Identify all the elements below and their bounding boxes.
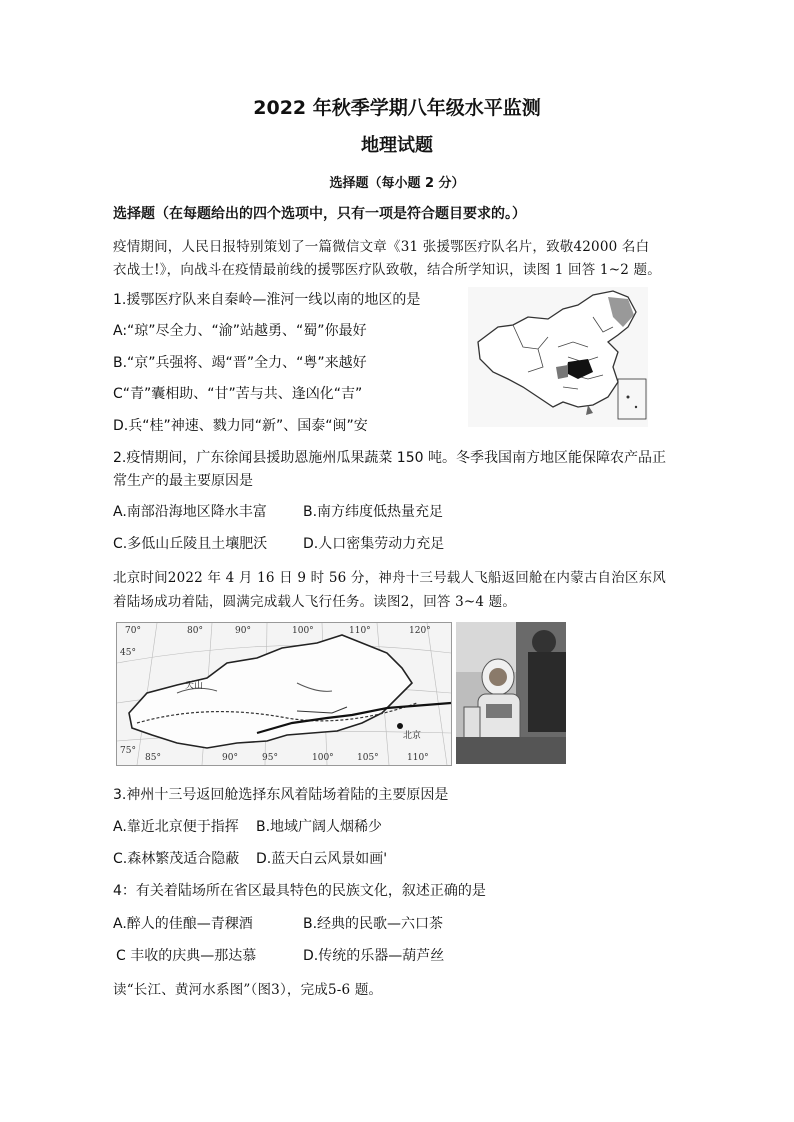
map-bottom-label: 110° <box>407 753 429 763</box>
q2-stem-line2: 常生产的最主要原因是 <box>113 473 253 489</box>
q2-stem-line1: 2.疫情期间，广东徐闻县援助恩施州瓜果蔬菜 150 吨。冬季我国南方地区能保障农产品正 <box>113 450 666 466</box>
page-subtitle: 地理试题 <box>361 135 433 156</box>
map-bottom-label: 90° <box>222 753 238 763</box>
figure1-china-map <box>468 287 648 427</box>
q2-option-c: C.多低山丘陵且土壤肥沃 <box>113 536 268 552</box>
q4-option-d: D.传统的乐器—葫芦丝 <box>303 948 445 964</box>
q4-option-a: A.醉人的佳酿—青稞酒 <box>113 916 253 932</box>
q1-option-a: A:“琼”尽全力、“渝”站越勇、“蜀”你最好 <box>113 323 367 339</box>
q1-option-b: B.“京”兵强将、竭“晋”全力、“粤”来越好 <box>113 355 367 371</box>
china-map-drawing <box>468 287 648 427</box>
map-left-label: 45° <box>120 648 136 658</box>
page-title: 2022 年秋季学期八年级水平监测 <box>253 97 541 119</box>
astronaut-photo-drawing <box>456 622 566 764</box>
instructions: 选择题（在每题给出的四个选项中，只有一项是符合题目要求的。） <box>113 206 526 222</box>
q4-stem: 4：有关着陆场所在省区最具特色的民族文化，叙述正确的是 <box>113 883 486 899</box>
northwest-map-drawing <box>117 623 451 765</box>
passage1-line2: 衣战士!》，向战斗在疫情最前线的援鄂医疗队致敬，结合所学知识，读图 1 回答 1~2 题。 <box>113 262 661 278</box>
section-header: 选择题（每小题 2 分） <box>329 176 465 191</box>
map-top-label: 120° <box>409 626 431 636</box>
q4-option-c: C 丰收的庆典—那达慕 <box>116 948 257 964</box>
passage2-line1: 北京时间2022 年 4 月 16 日 9 时 56 分，神舟十三号载人飞船返回舱在内蒙古自治区东风 <box>113 570 667 586</box>
map-bottom-label: 100° <box>312 753 334 763</box>
map-place-label: 天山 <box>185 681 204 691</box>
map-bottom-label: 105° <box>357 753 379 763</box>
map-top-label: 70° <box>125 626 141 636</box>
q2-option-d: D.人口密集劳动力充足 <box>303 536 445 552</box>
map-top-label: 90° <box>235 626 251 636</box>
q2-option-a: A.南部沿海地区降水丰富 <box>113 504 267 520</box>
map-top-label: 110° <box>349 626 371 636</box>
figure2-map <box>116 622 452 766</box>
q1-stem: 1.援鄂医疗队来自秦岭—淮河一线以南的地区的是 <box>113 292 421 308</box>
q3-stem: 3.神州十三号返回舱选择东风着陆场着陆的主要原因是 <box>113 787 449 803</box>
astronaut-photo <box>456 622 566 764</box>
map-bottom-label: 95° <box>262 753 278 763</box>
q3-option-a: A.靠近北京便于指挥 <box>113 819 239 835</box>
passage3: 读“长江、黄河水系图”（图3），完成5-6 题。 <box>113 982 383 998</box>
q4-option-b: B.经典的民歌—六口茶 <box>303 916 444 932</box>
map-left-label: 75° <box>120 746 136 756</box>
map-top-label: 80° <box>187 626 203 636</box>
passage2-line2: 着陆场成功着陆，圆满完成载人飞行任务。读图2，回答 3~4 题。 <box>113 594 517 610</box>
q3-option-d: D.蓝天白云风景如画' <box>256 851 388 867</box>
q3-option-b: B.地域广阔人烟稀少 <box>256 819 383 835</box>
q2-option-b: B.南方纬度低热量充足 <box>303 504 444 520</box>
passage1-line1: 疫情期间，人民日报特别策划了一篇微信文章《31 张援鄂医疗队名片，致敬42000 名白 <box>113 239 650 255</box>
map-place-label: 北京 <box>403 731 422 741</box>
map-top-label: 100° <box>292 626 314 636</box>
q1-option-d: D.兵“桂”神速、戮力同“新”、国泰“闽”安 <box>113 418 368 434</box>
q1-option-c: C“青”囊相助、“甘”苦与共、逢凶化“吉” <box>113 386 363 402</box>
map-bottom-label: 85° <box>145 753 161 763</box>
q3-option-c: C.森林繁茂适合隐蔽 <box>113 851 240 867</box>
